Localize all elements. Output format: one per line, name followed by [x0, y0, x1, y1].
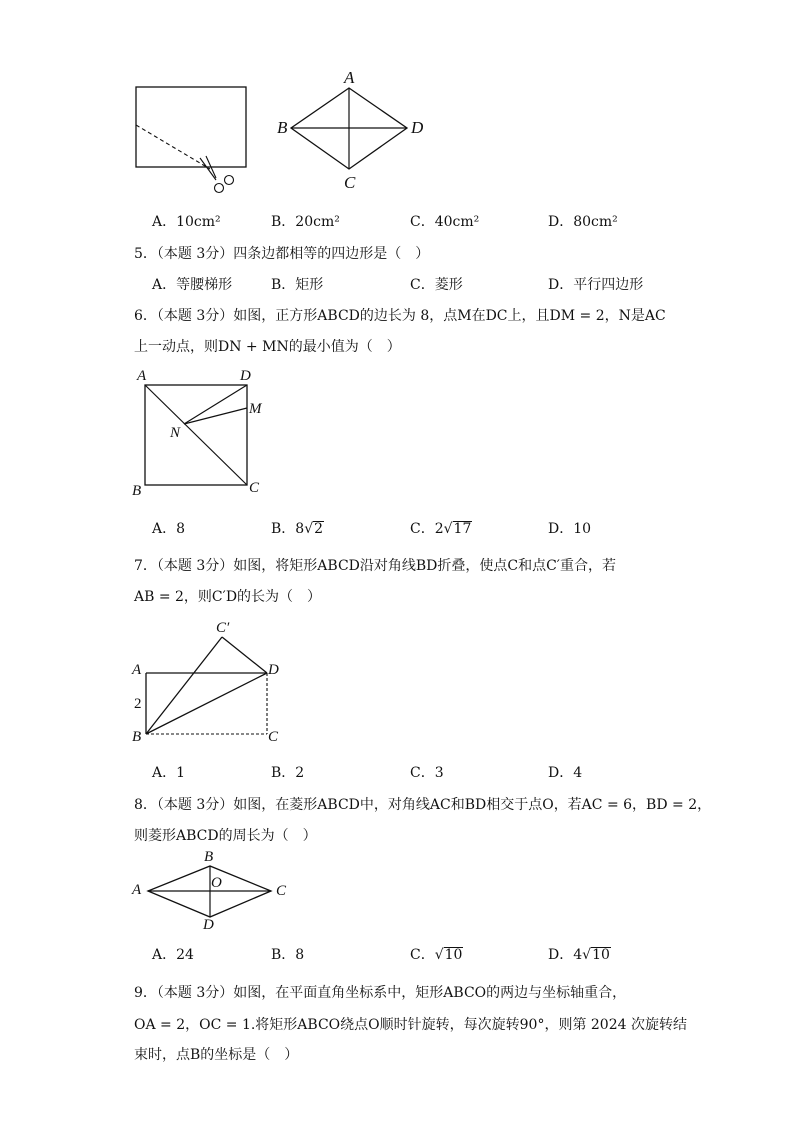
- q5-option-a[interactable]: A．等腰梯形: [152, 277, 233, 293]
- scissors-icon: [200, 156, 234, 193]
- q8-label-o: O: [211, 875, 222, 891]
- q6-option-c[interactable]: [410, 519, 472, 539]
- q4-label-c: C: [344, 173, 356, 192]
- q7-stem-line1: [134, 556, 616, 576]
- sqrt-icon: √: [582, 947, 592, 963]
- q8-option-d-root: 10: [592, 947, 610, 963]
- square-figure-q6: [140, 380, 260, 490]
- q5-stem: [134, 244, 429, 264]
- q6-option-d[interactable]: D．10: [548, 521, 592, 537]
- q4-label-b: B: [277, 118, 288, 137]
- q4-option-b[interactable]: B．20cm²: [271, 214, 340, 230]
- q8-label-c: C: [276, 883, 287, 899]
- q5-text: 四条边都相等的四边形是（ ）: [233, 246, 430, 262]
- q6-option-a[interactable]: A．8: [152, 521, 186, 537]
- q7-label-side: 2: [134, 696, 142, 712]
- q7-label-c: C: [268, 729, 279, 745]
- q4-option-d[interactable]: D．80cm²: [548, 214, 618, 230]
- q7-option-c[interactable]: C．3: [410, 765, 444, 781]
- paper-cut-figure: [130, 80, 260, 200]
- q7-text-line1: 如图，将矩形ABCD沿对角线BD折叠，使点C和点C′重合，若: [233, 558, 616, 574]
- q6-label-d: D: [240, 368, 251, 384]
- q4-label-a: A: [344, 68, 355, 87]
- q6-option-b[interactable]: [271, 519, 324, 539]
- q5-option-c[interactable]: C．菱形: [410, 277, 463, 293]
- q8-option-c-prefix: C．: [410, 947, 435, 963]
- sqrt-icon: √: [434, 947, 444, 963]
- q6-tag: （本题 3分）: [156, 308, 234, 324]
- q6-label-b: B: [132, 483, 142, 499]
- diagonal-bd: [146, 673, 267, 734]
- q6-label-n: N: [170, 425, 181, 441]
- q7-label-cp: C′: [216, 620, 230, 636]
- segment-dn: [184, 385, 247, 424]
- q9-text-line1: 如图，在平面直角坐标系中，矩形ABCO的两边与坐标轴重合，: [233, 985, 627, 1001]
- q9-stem-line2: [134, 1015, 687, 1035]
- sqrt-icon: √: [443, 521, 453, 537]
- q8-option-a[interactable]: A．24: [152, 947, 194, 963]
- q8-text-line1: 如图，在菱形ABCD中，对角线AC和BD相交于点O，若AC = 6，BD = 2，: [233, 797, 712, 813]
- q6-label-c: C: [249, 480, 260, 496]
- segment-c-prime-d: [222, 637, 267, 673]
- q9-text-line2: OA = 2，OC = 1.将矩形ABCO绕点O顺时针旋转，每次旋转90°，则第 2024 次旋转结: [134, 1017, 687, 1033]
- q9-text-line3: 束时，点B的坐标是（ ）: [134, 1047, 299, 1063]
- q9-stem-line1: [134, 983, 626, 1003]
- q4-option-a[interactable]: A．10cm²: [152, 214, 221, 230]
- q7-number: 7．: [134, 558, 157, 574]
- q7-label-a: A: [132, 662, 142, 678]
- q9-stem-line3: [134, 1045, 298, 1065]
- q7-tag: （本题 3分）: [156, 558, 234, 574]
- q5-option-d[interactable]: D．平行四边形: [548, 277, 644, 293]
- q8-option-d[interactable]: [548, 945, 611, 965]
- sqrt-icon: √: [304, 521, 314, 537]
- q7-option-a[interactable]: A．1: [152, 765, 186, 781]
- q7-stem-line2: [134, 587, 321, 607]
- q7-label-d: D: [268, 662, 279, 678]
- segment-bc-prime: [146, 637, 222, 734]
- q7-text-line2: AB = 2，则C′D的长为（ ）: [134, 589, 322, 605]
- cut-line: [136, 125, 210, 169]
- segment-mn: [184, 408, 247, 424]
- q5-option-b[interactable]: B．矩形: [271, 277, 324, 293]
- q8-label-d: D: [203, 917, 214, 933]
- q6-text-line1: 如图，正方形ABCD的边长为 8，点M在DC上，且DM = 2，N是AC: [233, 308, 666, 324]
- q8-label-b: B: [204, 849, 214, 865]
- q6-stem-line1: [134, 306, 666, 326]
- fold-figure-q7: [140, 630, 280, 740]
- q8-text-line2: 则菱形ABCD的周长为（ ）: [134, 828, 317, 844]
- q5-tag: （本题 3分）: [156, 246, 234, 262]
- q6-stem-line2: [134, 337, 401, 357]
- diagonal-ac: [145, 385, 247, 485]
- q5-number: 5．: [134, 246, 157, 262]
- q9-tag: （本题 3分）: [156, 985, 234, 1001]
- q9-number: 9．: [134, 985, 157, 1001]
- q8-stem-line1: [134, 795, 711, 815]
- q8-stem-line2: [134, 826, 317, 846]
- q4-option-c[interactable]: C．40cm²: [410, 214, 480, 230]
- q8-option-b[interactable]: B．8: [271, 947, 305, 963]
- q6-option-b-root: 2: [314, 521, 324, 537]
- q8-tag: （本题 3分）: [156, 797, 234, 813]
- q7-option-d[interactable]: D．4: [548, 765, 583, 781]
- rhombus-figure-q4: [285, 85, 415, 175]
- q6-option-c-prefix: C．2: [410, 521, 444, 537]
- q7-label-b: B: [132, 729, 142, 745]
- q8-option-c[interactable]: [410, 945, 463, 965]
- q4-label-d: D: [411, 118, 424, 137]
- q8-number: 8．: [134, 797, 157, 813]
- q6-label-a: A: [137, 368, 147, 384]
- q6-text-line2: 上一动点，则DN + MN的最小值为（ ）: [134, 339, 401, 355]
- q8-option-d-prefix: D．4: [548, 947, 583, 963]
- q7-option-b[interactable]: B．2: [271, 765, 305, 781]
- rhombus-figure-q8: [140, 860, 280, 920]
- paper-rectangle: [136, 87, 246, 167]
- q8-label-a: A: [132, 882, 142, 898]
- q6-option-c-root: 17: [453, 521, 472, 537]
- q6-label-m: M: [249, 401, 262, 417]
- q6-number: 6．: [134, 308, 157, 324]
- q8-option-c-root: 10: [444, 947, 463, 963]
- q6-option-b-prefix: B．8: [271, 521, 305, 537]
